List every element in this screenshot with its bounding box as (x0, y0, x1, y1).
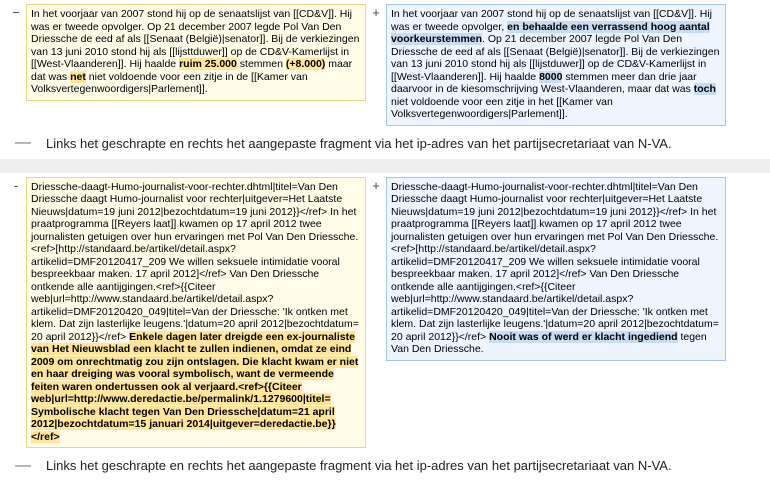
inserted-text-cell-2 (386, 177, 726, 361)
inserted-text-mid-1a: . Op 21 december 2007 legde Pol Van Den Driessche de eed af als [[Senaat (België)|senator]]. Bij de verkiezingen van 13 juni 2010 stond hij als [[lijstduwer]] op de CD&V-Kamerlijst in [[West-Vlaanderen]]. Hij haalde (391, 33, 719, 83)
diff-panel-2 (0, 173, 770, 481)
inserted-highlight-1b: 8000 (539, 71, 562, 83)
inserted-highlight-1c: toch (694, 83, 716, 95)
diff-row-1 (0, 4, 770, 126)
deleted-text-cell-1 (26, 4, 366, 101)
deleted-highlight-1c: net (70, 71, 86, 83)
inserted-highlight-1a: en behaalde een verrassend hoog aantal voorkeurstemmen (391, 21, 710, 46)
caption-text-1: Links het geschrapte en rechts het aangepaste fragment via het ip-adres van het partijsecretariaat van N-VA. (46, 136, 672, 151)
deleted-highlight-1b: (+8.000) (286, 58, 325, 70)
caption-row-1 (0, 126, 770, 159)
caption-dash-icon-1: — (0, 138, 46, 148)
inserted-text-post-1: niet voldoende voor een zitje in het [[Kamer van Volksvertegenwoordigers|Parlement]]. (391, 96, 613, 121)
diff-row-2 (0, 177, 770, 449)
caption-text-2: Links het geschrapte en rechts het aangepaste fragment via het ip-adres van het partijsecretariaat van N-VA. (46, 458, 672, 473)
panel-gap (0, 159, 770, 173)
deleted-text-mid-1a: stemmen (237, 58, 286, 70)
deletion-marker-2: - (6, 177, 26, 193)
deleted-text-mid-1b: maar dat was (31, 58, 352, 83)
inserted-text-pre-2: Driessche-daagt-Humo-journalist-voor-rechter.dhtml|titel=Van Den Driessche daagt Humo-journalist voor rechter|uitgever=Het Laatste Nieuws|datum=19 juni 2012|bezochtdatum=19 juni 2012}}</ref> In het praatprogramma [[Reyers laat]] kwamen op 17 april 2012 twee journalisten getuigen over hun ervaringen met Pol Van Den Driessche.<ref>[http://standaard.be/artikel/detail.aspx?artikelid=DMF20120417_209 We willen seksuele intimidatie vooral bespreekbaar maken. 17 april 2012]</ref> Van Den Driessche ontkende alle aantijgingen.<ref>{{Citeer web|url=http://www.standaard.be/artikel/detail.aspx?artikelid=DMF20120420_049|titel=Van der Driessche: 'Ik ontken met klem. Dat zijn lasterlijke leugens.'|datum=20 april 2012|bezochtdatum= 20 april 2012}}</ref> (391, 181, 719, 343)
deleted-text-post-1: niet voldoende voor een zitje in de [[Kamer van Volksvertegenwoordigers|Parlement]]. (31, 71, 308, 96)
inserted-text-pre-1: In het voorjaar van 2007 stond hij op de senaatslijst van [[CD&V]]. Hij was er tweede opvolger, (391, 8, 712, 33)
caption-row-2 (0, 448, 770, 481)
inserted-text-cell-1 (386, 4, 726, 126)
deleted-text-pre-1: In het voorjaar van 2007 stond hij op de senaatslijst van [[CD&V]]. Hij was er tweede opvolger. Op 21 december 2007 legde Pol Van Den Driessche de eed af als [[Senaat (België)|senator]]. Bij de verkiezingen van 13 juni 2010 stond hij als [[lijsttduwer]] op de CD&V-Kamerlijst in [[West-Vlaanderen]]. Hij haalde (31, 8, 359, 70)
caption-dash-icon-2: — (0, 461, 46, 471)
deleted-text-cell-2 (26, 177, 366, 449)
diff-block-1 (0, 0, 770, 126)
diff-block-2 (0, 173, 770, 449)
diff-panel-1 (0, 0, 770, 159)
inserted-highlight-2a: Nooit was of werd er klacht ingediend (489, 331, 677, 343)
deletion-marker-1: − (6, 4, 26, 20)
inserted-text-mid-1b: stemmen meer dan drie jaar daarvoor in de kiesomschrijving West-Vlaanderen, maar dat was (391, 71, 697, 96)
deleted-text-pre-2: Driessche-daagt-Humo-journalist-voor-rechter.dhtml|titel=Van Den Driessche daagt Humo-journalist voor rechter|uitgever=Het Laatste Nieuws|datum=19 juni 2012|bezochtdatum=19 juni 2012}}</ref> In het praatprogramma [[Reyers laat]] kwamen op 17 april 2012 twee journalisten getuigen over hun ervaringen met Pol Van Den Driessche.<ref>[http://standaard.be/artikel/detail.aspx?artikelid=DMF20120417_209 We willen seksuele intimidatie vooral bespreekbaar maken. 17 april 2012]</ref> Van Den Driessche ontkende alle aantijgingen.<ref>{{Citeer web|url=http://www.standaard.be/artikel/detail.aspx?artikelid=DMF20120420_049|titel=Van der Driessche: 'Ik ontken met klem. Dat zijn lasterlijke leugens.'|datum=20 april 2012|bezochtdatum= 20 april 2012}}</ref> (31, 181, 359, 343)
deleted-highlight-2a: Enkele dagen later dreigde een ex-journaliste van Het Nieuwsblad een klacht te zullen indienen, omdat ze eind 2009 om onrechtmatig zou zijn ontslagen. Die klacht kwam er niet en haar dreiging was vooral symbolisch, want de vermeende feiten waren ondertussen ook al verjaard.<ref>{{Citeer web|url=http://www.deredactie.be/permalink/1.1279600|titel= Symbolische klacht tegen Van Den Driessche|datum=21 april 2012|bezochtdatum=15 januari 2014|uitgever=deredactie.be}}</ref> (31, 331, 358, 443)
inserted-text-post-2: tegen Van Den Driessche. (391, 331, 707, 356)
deleted-highlight-1a: ruim 25.000 (179, 58, 237, 70)
insertion-marker-2: + (366, 177, 386, 193)
insertion-marker-1: + (366, 4, 386, 20)
